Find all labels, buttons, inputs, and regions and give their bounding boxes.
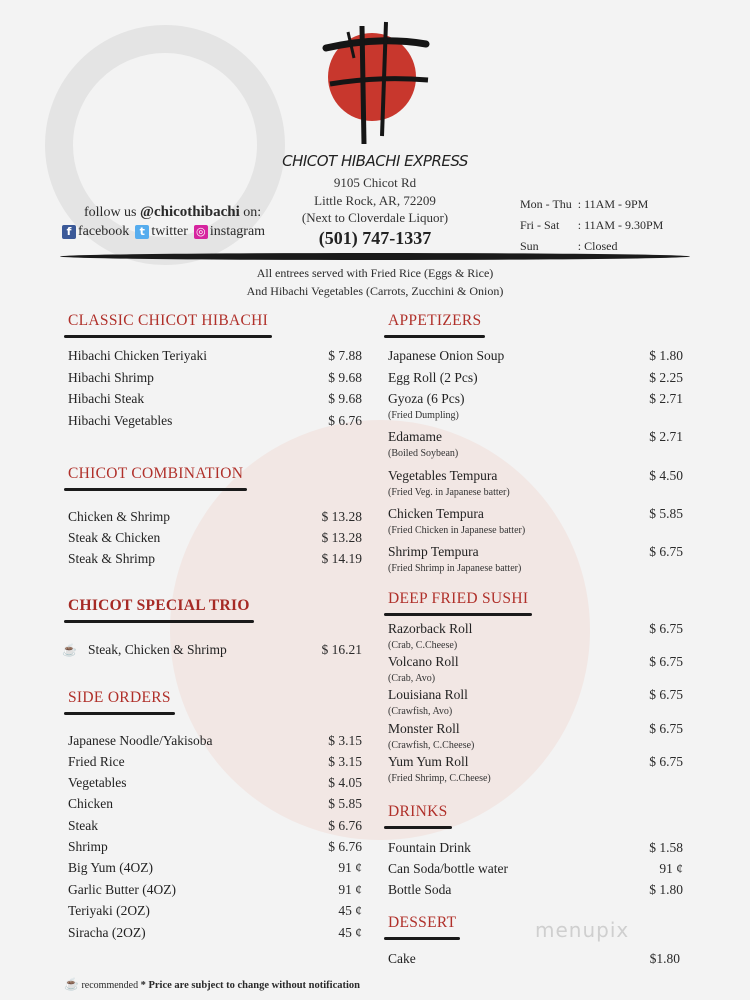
menu-item-name[interactable]: Japanese Onion Soup xyxy=(388,348,505,363)
opening-hours xyxy=(520,194,669,257)
address-line-2: Little Rock, AR, 72209 xyxy=(314,193,436,208)
menu-item-name[interactable]: Shrimp xyxy=(68,839,108,854)
facebook-icon: f xyxy=(62,225,76,239)
entree-note-line-1: All entrees served with Fried Rice (Eggs & Rice) xyxy=(256,266,494,280)
menu-item-description: (Fried Shrimp, C.Cheese) xyxy=(388,773,491,784)
menu-item-price: $ 4.50 xyxy=(649,468,683,483)
menu-item-name[interactable]: Chicken Tempura xyxy=(388,506,484,521)
menu-item-description: (Crab, Avo) xyxy=(388,673,436,684)
follow-prefix: follow us xyxy=(84,205,140,220)
address-line-1: 9105 Chicot Rd xyxy=(333,175,417,190)
menu-item-name[interactable]: Cake xyxy=(388,951,416,966)
recommended-label: recommended xyxy=(81,980,139,991)
menu-item-price: $ 2.25 xyxy=(649,370,683,385)
menu-item-price: $ 4.05 xyxy=(328,775,362,790)
menu-item-price: 45 ¢ xyxy=(338,925,362,940)
menu-item-description: (Crawfish, C.Cheese) xyxy=(388,740,475,751)
menu-item-name[interactable]: Yum Yum Roll xyxy=(388,754,469,769)
hours-days: Fri - Sat xyxy=(520,218,560,232)
menu-item-description: (Crab, C.Cheese) xyxy=(388,640,458,651)
menu-item-name[interactable]: Fried Rice xyxy=(68,754,125,769)
menu-item-name[interactable]: Hibachi Shrimp xyxy=(68,370,154,385)
hours-row xyxy=(520,194,669,215)
menu-item-price: $ 13.28 xyxy=(321,530,362,545)
hours-row xyxy=(520,215,669,236)
hours-time: : 11AM - 9PM xyxy=(577,197,649,211)
menu-item-name[interactable]: Chicken & Shrimp xyxy=(68,509,170,524)
menu-item-price: $1.80 xyxy=(649,951,680,966)
menu-item-name[interactable]: Big Yum (4OZ) xyxy=(68,860,153,875)
menu-item-price: $ 5.85 xyxy=(328,796,362,811)
menu-item-name[interactable]: Egg Roll (2 Pcs) xyxy=(388,370,478,385)
menu-item-name[interactable]: Japanese Noodle/Yakisoba xyxy=(68,733,213,748)
entree-note-line-2: And Hibachi Vegetables (Carrots, Zucchini & Onion) xyxy=(246,284,504,298)
social-label: facebook xyxy=(78,224,130,239)
menu-item-name[interactable]: Shrimp Tempura xyxy=(388,544,479,559)
menu-item-price: $ 1.58 xyxy=(649,840,683,855)
menu-item-price: $ 6.76 xyxy=(328,413,362,428)
twitter-icon: t xyxy=(135,225,149,239)
hours-days: Mon - Thu xyxy=(520,197,572,211)
phone-number[interactable]: (501) 747-1337 xyxy=(318,228,432,248)
hours-days: Sun xyxy=(520,239,539,253)
menu-item-name[interactable]: Gyoza (6 Pcs) xyxy=(388,391,465,406)
menu-item-name[interactable]: Bottle Soda xyxy=(388,882,452,897)
menu-item-price: $ 6.76 xyxy=(328,818,362,833)
menu-item-name[interactable]: Steak & Shrimp xyxy=(68,551,155,566)
menu-item-description: (Fried Shrimp in Japanese batter) xyxy=(388,563,522,574)
menu-item-price: $ 1.80 xyxy=(649,882,683,897)
social-handle[interactable]: @chicothibachi xyxy=(140,204,240,220)
recommended-icon: ☕ xyxy=(62,643,77,657)
brush-divider xyxy=(60,253,690,260)
social-label: twitter xyxy=(151,224,188,239)
section-heading-classic-chicot-hibachi: CLASSIC CHICOT HIBACHI xyxy=(68,312,269,329)
menu-item-price: $ 6.75 xyxy=(649,654,683,669)
social-links xyxy=(62,224,265,240)
menu-item-name[interactable]: Steak, Chicken & Shrimp xyxy=(88,642,227,657)
menu-item-description: (Fried Veg. in Japanese batter) xyxy=(388,487,510,498)
menu-item-price: $ 16.21 xyxy=(321,642,362,657)
menu-item-name[interactable]: Hibachi Vegetables xyxy=(68,413,173,428)
menu-item-name[interactable]: Monster Roll xyxy=(388,721,460,736)
section-heading-chicot-special-trio: CHICOT SPECIAL TRIO xyxy=(68,597,250,614)
hours-time: : 11AM - 9.30PM xyxy=(577,218,664,232)
menu-item-price: 91 ¢ xyxy=(659,861,683,876)
social-link-instagram[interactable] xyxy=(194,224,265,240)
menu-item-price: $ 5.85 xyxy=(649,506,683,521)
menu-item-price: 91 ¢ xyxy=(338,882,362,897)
section-heading-appetizers: APPETIZERS xyxy=(388,312,482,329)
section-heading-chicot-combination: CHICOT COMBINATION xyxy=(68,465,244,482)
logo-brush-hash-icon xyxy=(318,18,433,148)
menu-item-name[interactable]: Siracha (2OZ) xyxy=(68,925,146,940)
footer xyxy=(64,977,360,992)
section-heading-side-orders: SIDE ORDERS xyxy=(68,689,171,706)
menu-item-price: $ 6.75 xyxy=(649,687,683,702)
menu-item-name[interactable]: Hibachi Steak xyxy=(68,391,145,406)
menu-item-description: (Fried Dumpling) xyxy=(388,410,459,421)
menu-item-description: (Fried Chicken in Japanese batter) xyxy=(388,525,526,536)
follow-suffix: on: xyxy=(239,205,262,220)
menu-item-price: $ 6.75 xyxy=(649,721,683,736)
menu-item-name[interactable]: Edamame xyxy=(388,429,442,444)
menu-item-name[interactable]: Vegetables xyxy=(68,775,127,790)
menu-item-description: (Crawfish, Avo) xyxy=(388,706,453,717)
menu-item-price: $ 2.71 xyxy=(649,429,683,444)
menu-item-price: $ 13.28 xyxy=(321,509,362,524)
menu-item-name[interactable]: Steak & Chicken xyxy=(68,530,161,545)
social-link-facebook[interactable] xyxy=(62,224,129,240)
menu-item-name[interactable]: Hibachi Chicken Teriyaki xyxy=(68,348,208,363)
menu-item-name[interactable]: Garlic Butter (4OZ) xyxy=(68,882,176,897)
menu-item-name[interactable]: Chicken xyxy=(68,796,113,811)
menu-item-price: $ 7.88 xyxy=(328,348,362,363)
menu-item-name[interactable]: Razorback Roll xyxy=(388,621,473,636)
menu-item-price: $ 6.76 xyxy=(328,839,362,854)
section-heading-deep-fried-sushi: DEEP FRIED SUSHI xyxy=(388,590,529,607)
instagram-icon: ◎ xyxy=(194,225,208,239)
social-link-twitter[interactable] xyxy=(135,224,188,240)
menu-item-price: 45 ¢ xyxy=(338,903,362,918)
menu-item-name[interactable]: Can Soda/bottle water xyxy=(388,861,508,876)
menu-item-name[interactable]: Vegetables Tempura xyxy=(388,468,498,483)
background-red-circle xyxy=(170,420,590,840)
menu-item-price: $ 6.75 xyxy=(649,544,683,559)
menu-item-price: $ 14.19 xyxy=(321,551,362,566)
menu-item-name[interactable]: Steak xyxy=(68,818,98,833)
menu-item-name[interactable]: Volcano Roll xyxy=(388,654,459,669)
menu-item-price: $ 6.75 xyxy=(649,621,683,636)
recommended-icon: ☕ xyxy=(64,977,79,991)
social-label: instagram xyxy=(209,224,266,239)
watermark: menupix xyxy=(535,918,630,942)
hours-time: : Closed xyxy=(577,239,618,253)
price-disclaimer: * Price are subject to change without notification xyxy=(140,980,360,991)
address-line-3: (Next to Cloverdale Liquor) xyxy=(301,210,449,225)
menu-item-name[interactable]: Fountain Drink xyxy=(388,840,471,855)
menu-item-name[interactable]: Teriyaki (2OZ) xyxy=(68,903,150,918)
menu-item-price: $ 6.75 xyxy=(649,754,683,769)
menu-item-name[interactable]: Louisiana Roll xyxy=(388,687,468,702)
section-heading-dessert: DESSERT xyxy=(388,914,457,931)
menu-item-price: 91 ¢ xyxy=(338,860,362,875)
restaurant-name: CHICOT HIBACHI EXPRESS xyxy=(282,152,468,170)
follow-us xyxy=(84,204,261,221)
section-heading-drinks: DRINKS xyxy=(388,803,448,820)
menu-item-price: $ 1.80 xyxy=(649,348,683,363)
menu-item-price: $ 3.15 xyxy=(328,733,362,748)
menu-item-price: $ 9.68 xyxy=(328,391,362,406)
menu-item-description: (Boiled Soybean) xyxy=(388,448,459,459)
menu-item-price: $ 2.71 xyxy=(649,391,683,406)
menu-item-price: $ 3.15 xyxy=(328,754,362,769)
menu-item-price: $ 9.68 xyxy=(328,370,362,385)
